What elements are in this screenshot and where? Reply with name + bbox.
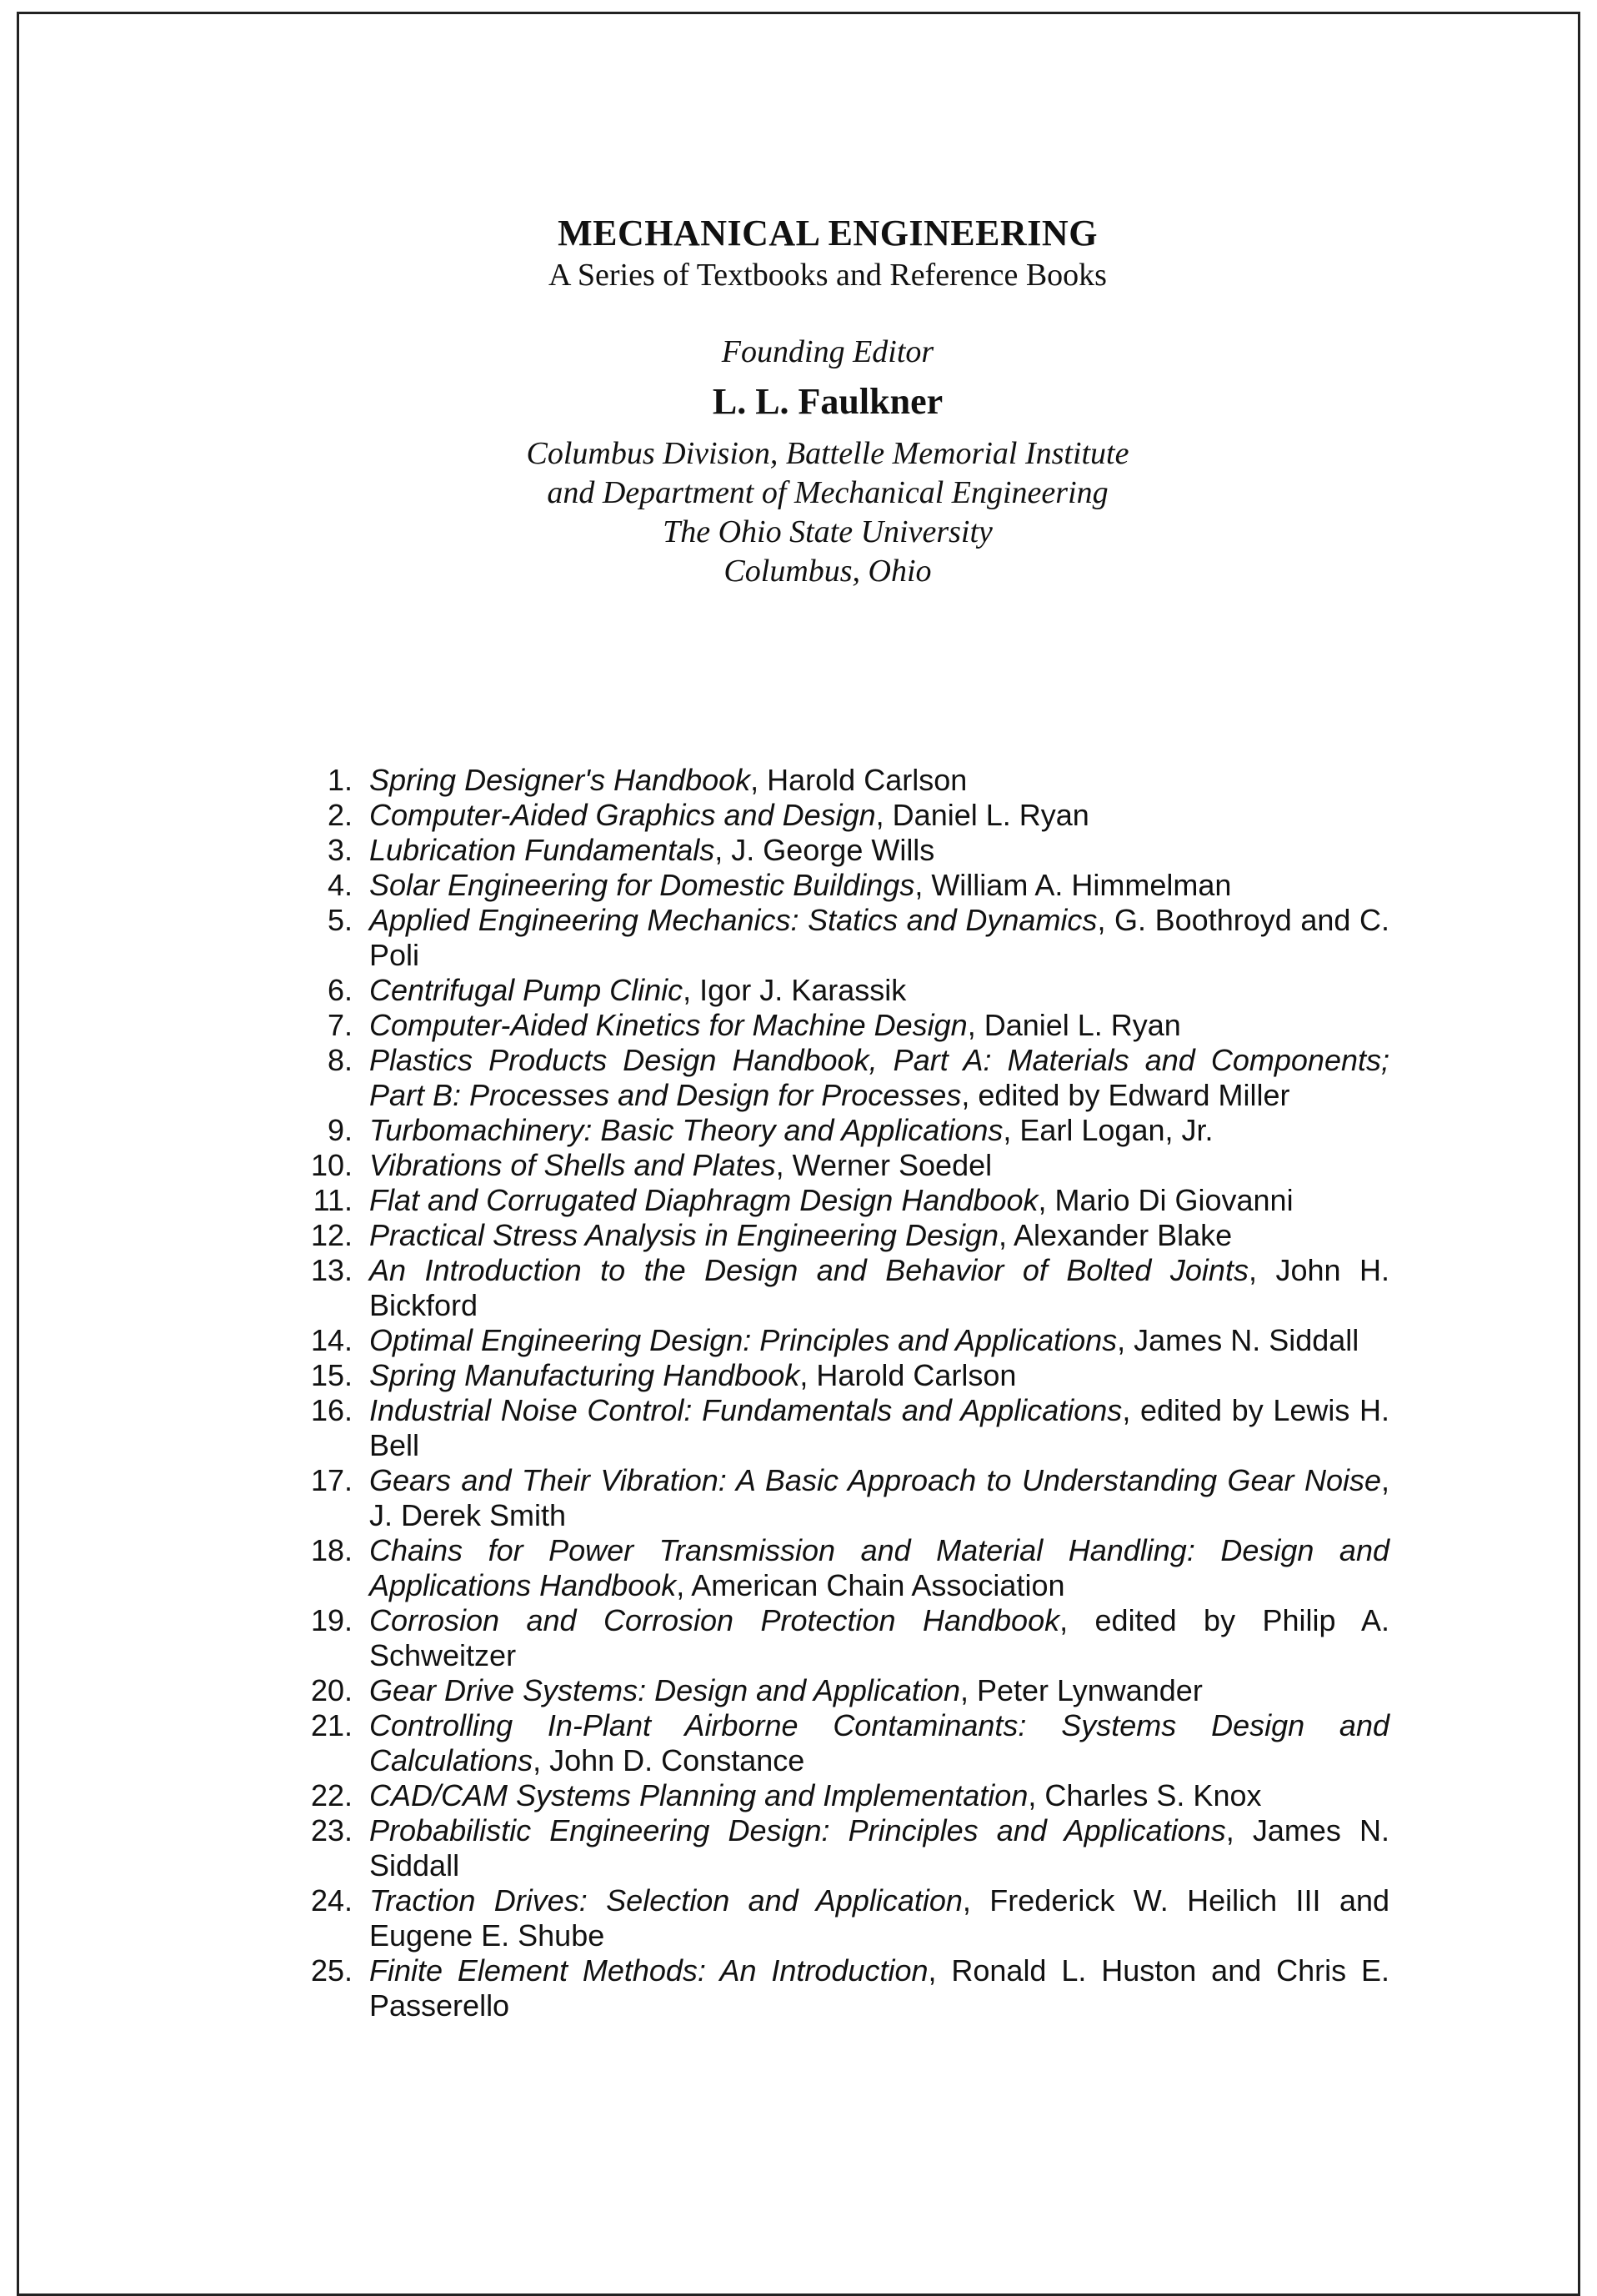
book-author: , edited by Philip A. Schweitzer	[369, 1603, 1389, 1672]
book-title: Corrosion and Corrosion Protection Handbook	[369, 1603, 1060, 1637]
item-number: 15.	[310, 1358, 353, 1392]
book-author: , John H. Bickford	[369, 1253, 1389, 1322]
book-author: , Peter Lynwander	[959, 1673, 1203, 1707]
item-number: 20.	[310, 1673, 353, 1707]
item-number: 11.	[313, 1183, 353, 1217]
item-number: 16.	[310, 1393, 353, 1427]
item-number: 21.	[310, 1708, 353, 1742]
book-title: Centrifugal Pump Clinic	[369, 973, 683, 1007]
item-number: 14.	[310, 1323, 353, 1357]
book-author: , Igor J. Karassik	[683, 973, 907, 1007]
book-title: Computer-Aided Graphics and Design	[369, 798, 876, 832]
item-number: 24.	[310, 1883, 353, 1918]
series-subtitle: A Series of Textbooks and Reference Books	[548, 258, 1107, 293]
affiliation-line: The Ohio State University	[663, 514, 993, 549]
book-author: , John D. Constance	[533, 1743, 805, 1777]
item-number: 23.	[310, 1813, 353, 1847]
book-title: Gears and Their Vibration: A Basic Approach to Understanding Gear Noise	[369, 1463, 1381, 1497]
affiliation-line: Columbus, Ohio	[723, 554, 932, 589]
book-title: Vibrations of Shells and Plates	[369, 1148, 776, 1182]
book-title: Controlling In-Plant Airborne Contaminants: Systems Design and Calculations	[369, 1708, 1389, 1777]
book-author: , Harold Carlson	[750, 763, 968, 797]
book-title: Applied Engineering Mechanics: Statics and Dynamics	[369, 903, 1098, 937]
item-number: 25.	[310, 1953, 353, 1988]
list-item	[294, 1603, 1389, 1673]
book-title: Plastics Products Design Handbook, Part A: Materials and Components; Part B: Processes and Design for Processes	[369, 1043, 1389, 1112]
book-author: , Charles S. Knox	[1028, 1778, 1262, 1812]
book-list	[294, 763, 1389, 2023]
book-author: , edited by Edward Miller	[961, 1078, 1290, 1112]
book-author: , Earl Logan, Jr.	[1003, 1113, 1214, 1147]
list-item	[294, 1113, 1389, 1148]
list-item	[294, 798, 1389, 833]
list-item	[294, 1218, 1389, 1253]
list-item	[294, 1358, 1389, 1393]
book-title: Optimal Engineering Design: Principles and Applications	[369, 1323, 1118, 1357]
book-author: , Alexander Blake	[999, 1218, 1233, 1252]
list-item	[294, 1393, 1389, 1463]
book-author: , American Chain Association	[676, 1568, 1065, 1602]
item-number: 18.	[310, 1533, 353, 1567]
book-title: Traction Drives: Selection and Application	[369, 1883, 963, 1918]
book-title: An Introduction to the Design and Behavior of Bolted Joints	[369, 1253, 1249, 1287]
book-author: , Mario Di Giovanni	[1038, 1183, 1294, 1217]
item-number: 3.	[327, 833, 353, 867]
item-number: 9.	[327, 1113, 353, 1147]
item-number: 8.	[327, 1043, 353, 1077]
item-number: 13.	[310, 1253, 353, 1287]
book-title: Chains for Power Transmission and Material Handling: Design and Applications Handbook	[369, 1533, 1389, 1602]
book-author: , James N. Siddall	[1117, 1323, 1359, 1357]
book-author: , Werner Soedel	[775, 1148, 993, 1182]
item-number: 10.	[310, 1148, 353, 1182]
series-header	[19, 211, 1597, 591]
book-author: , Frederick W. Heilich III and Eugene E. Shube	[369, 1883, 1390, 1953]
list-item	[294, 1148, 1389, 1183]
book-author: , Ronald L. Huston and Chris E. Passerello	[369, 1953, 1389, 2023]
item-number: 4.	[327, 868, 353, 902]
book-author: , J. Derek Smith	[369, 1463, 1389, 1532]
book-title: Spring Manufacturing Handbook	[369, 1358, 800, 1392]
book-title: Computer-Aided Kinetics for Machine Design	[369, 1008, 968, 1042]
book-title: Gear Drive Systems: Design and Application	[369, 1673, 960, 1707]
book-author: , G. Boothroyd and C. Poli	[369, 903, 1390, 972]
book-author: , James N. Siddall	[369, 1813, 1390, 1882]
book-title: Finite Element Methods: An Introduction	[369, 1953, 929, 1988]
item-number: 5.	[327, 903, 353, 937]
series-title: MECHANICAL ENGINEERING	[558, 213, 1098, 253]
list-item	[294, 1463, 1389, 1533]
affiliation-line: and Department of Mechanical Engineering	[547, 475, 1109, 510]
book-title: Solar Engineering for Domestic Buildings	[369, 868, 915, 902]
item-number: 1.	[327, 763, 353, 797]
list-item	[294, 763, 1389, 798]
list-item	[294, 1708, 1389, 1778]
book-author: , Harold Carlson	[799, 1358, 1017, 1392]
book-title: Flat and Corrugated Diaphragm Design Handbook	[369, 1183, 1039, 1217]
list-item	[294, 1183, 1389, 1218]
book-author: , William A. Himmelman	[914, 868, 1232, 902]
book-author: , Daniel L. Ryan	[967, 1008, 1181, 1042]
book-author: , edited by Lewis H. Bell	[369, 1393, 1389, 1462]
book-title: CAD/CAM Systems Planning and Implementation	[369, 1778, 1029, 1812]
item-number: 17.	[310, 1463, 353, 1497]
list-item	[294, 1953, 1389, 2023]
list-item	[294, 973, 1389, 1008]
book-author: , J. George Wills	[714, 833, 935, 867]
list-item	[294, 1008, 1389, 1043]
page	[17, 12, 1580, 2296]
list-item	[294, 1043, 1389, 1113]
book-title: Lubrication Fundamentals	[369, 833, 715, 867]
list-item	[294, 1533, 1389, 1603]
book-title: Probabilistic Engineering Design: Principles and Applications	[369, 1813, 1226, 1847]
item-number: 7.	[327, 1008, 353, 1042]
list-item	[294, 1813, 1389, 1883]
list-item	[294, 1883, 1389, 1953]
editor-role: Founding Editor	[721, 334, 934, 369]
item-number: 12.	[310, 1218, 353, 1252]
item-number: 2.	[327, 798, 353, 832]
item-number: 19.	[310, 1603, 353, 1637]
list-item	[294, 1323, 1389, 1358]
item-number: 22.	[310, 1778, 353, 1812]
book-title: Turbomachinery: Basic Theory and Applications	[369, 1113, 1004, 1147]
editor-name: L. L. Faulkner	[712, 381, 944, 422]
book-title: Practical Stress Analysis in Engineering Design	[369, 1218, 999, 1252]
list-item	[294, 868, 1389, 903]
item-number: 6.	[327, 973, 353, 1007]
list-item	[294, 903, 1389, 973]
book-title: Industrial Noise Control: Fundamentals and Applications	[369, 1393, 1123, 1427]
list-item	[294, 833, 1389, 868]
book-author: , Daniel L. Ryan	[875, 798, 1089, 832]
list-item	[294, 1778, 1389, 1813]
affiliation-line: Columbus Division, Battelle Memorial Institute	[526, 436, 1129, 471]
list-item	[294, 1253, 1389, 1323]
book-title: Spring Designer's Handbook	[369, 763, 751, 797]
list-item	[294, 1673, 1389, 1708]
